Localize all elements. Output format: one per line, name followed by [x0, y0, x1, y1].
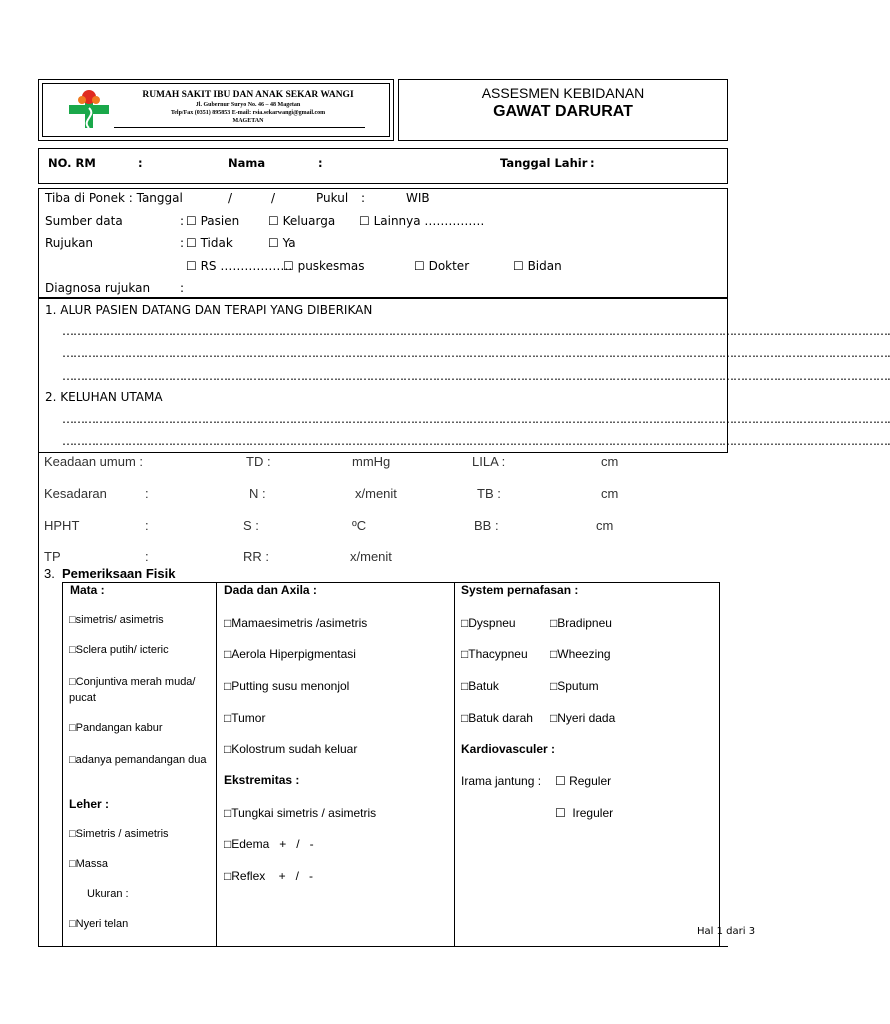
hospital-address: Jl. Gubernur Suryo No. 46 – 48 Magetan — [195, 102, 301, 108]
section-2-line-1[interactable]: ………………………………………………………………………………………………………………………………………………………………………………………………………. — [62, 412, 890, 426]
pernafasan-item-5[interactable]: □Batuk — [461, 679, 499, 693]
section-1-title: 1. ALUR PASIEN DATANG DAN TERAPI YANG DIBERIKAN — [45, 303, 373, 317]
hospital-contact: Telp/Fax (0351) 895853 E-mail: rsia.sekarwangi@gmail.com — [170, 110, 326, 116]
hospital-city: MAGETAN — [232, 118, 264, 124]
pernafasan-item-4[interactable]: □Wheezing — [550, 647, 611, 661]
section-1-line-1[interactable]: ………………………………………………………………………………………………………………………………………………………………………………………………………. — [62, 324, 890, 338]
tp-colon: : — [145, 549, 149, 564]
section-3-title: Pemeriksaan Fisik — [62, 566, 176, 581]
dada-item-5[interactable]: □Kolostrum sudah keluar — [224, 742, 358, 756]
diagnosa-label: Diagnosa rujukan — [45, 281, 151, 295]
header-underline — [114, 127, 365, 128]
opt-bidan[interactable]: ☐ Bidan — [513, 259, 562, 273]
keadaan-label: Keadaan umum : — [44, 454, 144, 469]
kesadaran-colon: : — [145, 486, 149, 501]
sumber-data-label: Sumber data — [45, 214, 123, 228]
kardio-heading: Kardiovasculer : — [461, 742, 556, 756]
tiba-label: Tiba di Ponek : Tanggal — [45, 191, 183, 205]
mata-heading: Mata : — [70, 583, 105, 597]
ekstremitas-item-2[interactable]: □Edema + / - — [224, 837, 314, 851]
n-label: N : — [249, 486, 266, 501]
pernafasan-item-7[interactable]: □Batuk darah — [461, 711, 533, 725]
leher-item-1[interactable]: □Simetris / asimetris — [69, 828, 169, 840]
rujukan-colon: : — [180, 236, 185, 250]
lila-label: LILA : — [472, 454, 506, 469]
opt-ya[interactable]: ☐ Ya — [268, 236, 296, 250]
mata-item-5[interactable]: □adanya pemandangan dua — [69, 754, 207, 766]
leher-heading: Leher : — [69, 797, 110, 811]
section-2-line-2[interactable]: ………………………………………………………………………………………………………………………………………………………………………………………………………. — [62, 434, 890, 448]
pernafasan-item-8[interactable]: □Nyeri dada — [550, 711, 616, 725]
pernafasan-item-3[interactable]: □Thacypneu — [461, 647, 528, 661]
pernafasan-item-6[interactable]: □Sputum — [550, 679, 599, 693]
diagnosa-colon: : — [180, 281, 185, 295]
mmhg-label: mmHg — [352, 454, 391, 469]
nama-label: Nama — [228, 156, 266, 170]
leher-item-4[interactable]: □Nyeri telan — [69, 918, 129, 930]
bb-label: BB : — [474, 518, 499, 533]
hpht-label: HPHT — [44, 518, 80, 533]
no-rm-label: NO. RM — [48, 156, 96, 170]
tiba-slash-2: / — [271, 191, 276, 205]
irama-ireguler[interactable]: ☐ Ireguler — [555, 806, 614, 820]
opt-dokter[interactable]: ☐ Dokter — [414, 259, 470, 273]
form-title-1: ASSESMEN KEBIDANAN — [481, 85, 645, 101]
sumber-colon: : — [180, 214, 185, 228]
page-number: Hal 1 dari 3 — [697, 926, 756, 937]
opt-puskesmas[interactable]: ☐ puskesmas — [283, 259, 365, 273]
mata-item-2[interactable]: □Sclera putih/ icteric — [69, 644, 169, 656]
pernafasan-item-2[interactable]: □Bradipneu — [550, 616, 612, 630]
s-unit: ºC — [352, 518, 367, 533]
ekstremitas-heading: Ekstremitas : — [224, 773, 300, 787]
section-2-title: 2. KELUHAN UTAMA — [45, 390, 163, 404]
tiba-slash-1: / — [228, 191, 233, 205]
tb-unit: cm — [601, 486, 619, 501]
form-title-2: GAWAT DARURAT — [493, 103, 633, 120]
opt-keluarga[interactable]: ☐ Keluarga — [268, 214, 336, 228]
tb-label: TB : — [477, 486, 501, 501]
section-1-line-2[interactable]: ………………………………………………………………………………………………………………………………………………………………………………………………………. — [62, 346, 890, 360]
wib-label: WIB — [406, 191, 430, 205]
pukul-colon: : — [361, 191, 366, 205]
hospital-name: RUMAH SAKIT IBU DAN ANAK SEKAR WANGI — [142, 90, 354, 100]
hospital-logo — [67, 88, 113, 132]
tp-label: TP — [44, 549, 61, 564]
s-label: S : — [243, 518, 259, 533]
table-col-divider-1 — [216, 582, 217, 947]
pernafasan-item-1[interactable]: □Dyspneu — [461, 616, 516, 630]
bb-unit: cm — [596, 518, 614, 533]
leher-item-2[interactable]: □Massa — [69, 858, 109, 870]
dada-item-3[interactable]: □Putting susu menonjol — [224, 679, 350, 693]
tanggal-lahir-colon: : — [590, 156, 595, 170]
opt-pasien[interactable]: ☐ Pasien — [186, 214, 240, 228]
leher-item-3: Ukuran : — [87, 888, 129, 900]
lila-unit: cm — [601, 454, 619, 469]
dada-heading: Dada dan Axila : — [224, 583, 317, 597]
outer-left-line — [38, 453, 39, 947]
tanggal-lahir-label: Tanggal Lahir — [500, 156, 588, 170]
nama-colon: : — [318, 156, 323, 170]
ekstremitas-item-3[interactable]: □Reflex + / - — [224, 869, 313, 883]
irama-label: Irama jantung : — [461, 774, 542, 788]
mata-item-3[interactable]: □Conjuntiva merah muda/ pucat — [69, 676, 196, 704]
opt-rs[interactable]: ☐ RS ……………… — [186, 259, 293, 273]
no-rm-colon: : — [138, 156, 143, 170]
td-label: TD : — [246, 454, 271, 469]
pukul-label: Pukul — [316, 191, 349, 205]
irama-reguler[interactable]: ☐ Reguler — [555, 774, 612, 788]
n-unit: x/menit — [355, 486, 397, 501]
rr-unit: x/menit — [350, 549, 392, 564]
pernafasan-heading: System pernafasan : — [461, 583, 579, 597]
rujukan-label: Rujukan — [45, 236, 94, 250]
opt-lainnya[interactable]: ☐ Lainnya …………… — [359, 214, 485, 228]
section-1-line-3[interactable]: ………………………………………………………………………………………………………………………………………………………………………………………………………. — [62, 369, 890, 383]
dada-item-1[interactable]: □Mamaesimetris /asimetris — [224, 616, 368, 630]
opt-tidak[interactable]: ☐ Tidak — [186, 236, 233, 250]
section-3-number: 3. — [44, 566, 55, 581]
mata-item-1[interactable]: □simetris/ asimetris — [69, 614, 164, 626]
dada-item-4[interactable]: □Tumor — [224, 711, 266, 725]
kesadaran-label: Kesadaran — [44, 486, 107, 501]
dada-item-2[interactable]: □Aerola Hiperpigmentasi — [224, 647, 356, 661]
rr-label: RR : — [243, 549, 269, 564]
table-col-divider-2 — [454, 582, 455, 947]
ekstremitas-item-1[interactable]: □Tungkai simetris / asimetris — [224, 806, 377, 820]
mata-item-4[interactable]: □Pandangan kabur — [69, 722, 163, 734]
hpht-colon: : — [145, 518, 149, 533]
